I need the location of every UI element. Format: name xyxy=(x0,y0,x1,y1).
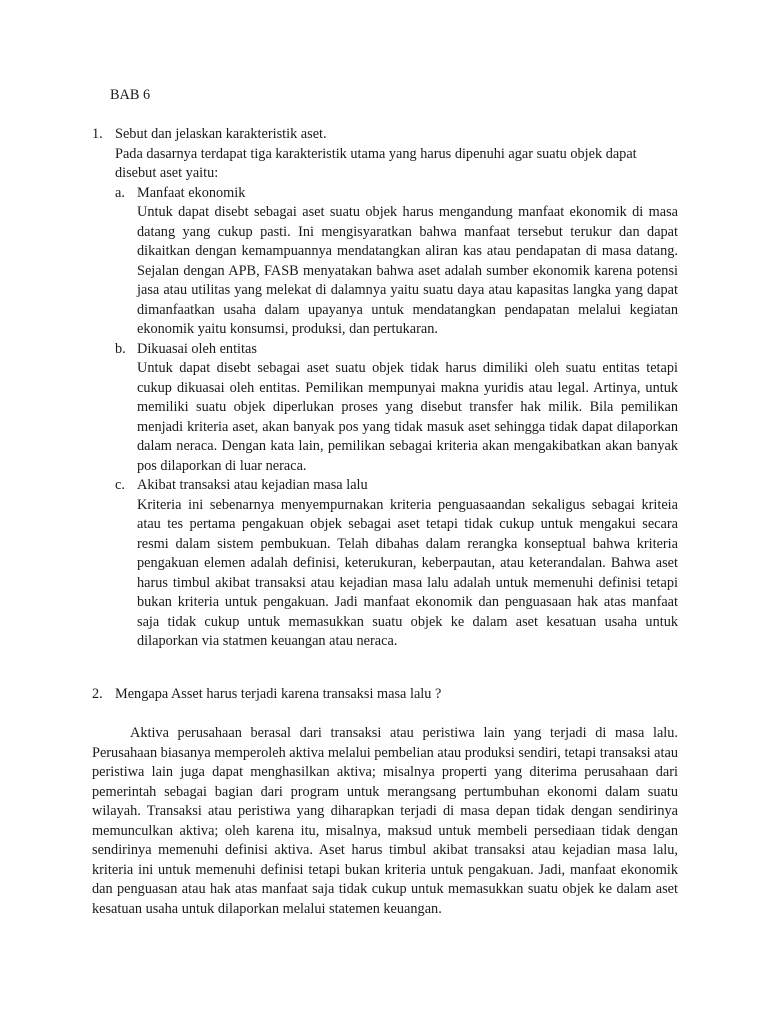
item-c-title: Akibat transaksi atau kejadian masa lalu xyxy=(137,477,368,493)
item-b-title: Dikuasai oleh entitas xyxy=(137,340,257,357)
question-1-number: 1. xyxy=(92,126,103,142)
question-1-block xyxy=(92,125,678,652)
question-2-number: 2. xyxy=(92,686,103,702)
item-a-letter: a. xyxy=(115,184,125,201)
characteristic-item-b xyxy=(115,340,678,477)
question-1-text: Sebut dan jelaskan karakteristik aset. xyxy=(115,126,327,142)
item-a-body: Untuk dapat disebt sebagai aset suatu objek harus mengandung manfaat ekonomik di masa datang yang cukup pasti. Ini mengisyaratkan bahwa manfaat tersebut terukur dan dapat dikaitkan dengan kemampuannya mendatangkan aliran kas atau pendapatan di masa datang. Sejalan dengan APB, FASB menyatakan bahwa aset adalah sumber ekonomik karena potensi jasa atau utilitas yang melekat di dalamnya yaitu suatu daya atau kapasitas langka yang dapat dimanfaatkan usaha dalam upayanya untuk mendatangkan pendapatan melalui kegiatan ekonomik yaitu konsumsi, produksi, dan pertukaran. xyxy=(137,204,678,337)
characteristic-item-c xyxy=(115,476,678,652)
question-1-intro: Pada dasarnya terdapat tiga karakteristik utama yang harus dipenuhi agar suatu objek dapat disebut aset yaitu: xyxy=(115,145,637,181)
item-a-title: Manfaat ekonomik xyxy=(137,184,246,201)
question-2-text: Mengapa Asset harus terjadi karena transaksi masa lalu ? xyxy=(115,686,442,702)
item-c-letter: c. xyxy=(115,477,125,493)
chapter-heading: BAB 6 xyxy=(110,87,151,103)
item-b-body: Untuk dapat disebt sebagai aset suatu objek tidak harus dimiliki oleh suatu entitas tetapi cukup dikuasai oleh entitas. Pemilikan mempunyai makna yuridis atau legal. Artinya, untuk memiliki suatu objek diperlukan proses yang disebut transfer hak milik. Bila pemilikan menjadi kriteria aset, akan banyak pos yang tidak masuk aset sehingga tidak dapat dilaporkan dalam neraca. Dengan kata lain, pemilikan sebagai kriteria akan mengakibatkan akan banyak pos dilaporkan di luar neraca. xyxy=(137,360,678,474)
question-2-block xyxy=(92,685,678,705)
item-b-letter: b. xyxy=(115,340,126,357)
item-c-body: Kriteria ini sebenarnya menyempurnakan kriteria penguasaandan sekaligus sebagai kriteia atau tes pertama pengakuan objek sebagai aset tetapi tidak cukup untuk mengakui secara resmi dalam sistem pembukuan. Telah dibahas dalam rerangka konseptual bahwa kriteria pengakuan elemen adalah definisi, keterukuran, keberpautan, atau keterandalan. Bahwa aset harus timbul akibat transaksi atau kejadian masa lalu adalah untuk memenuhi definisi tetapi bukan kriteria untuk pengakuan. Jadi manfaat ekonomik dan penguasaan hak atas manfaat saja tidak cukup untuk memasukkan suatu objek ke dalam aset kesatuan usaha untuk dilaporkan via statmen keuangan atau neraca. xyxy=(137,496,678,649)
answer-paragraph: Aktiva perusahaan berasal dari transaksi atau peristiwa lain yang terjadi di masa lalu. Perusahaan biasanya memperoleh aktiva melalui pembelian atau produksi sendiri, tetapi transaksi atau peristiwa lain juga dapat menghasilkan aktiva; misalnya properti yang diterima perusahaan dari pemerintah sebagai bagian dari program untuk merangsang pertumbuhan ekonomi dalam suatu wilayah. Transaksi atau peristiwa yang diharapkan terjadi di masa depan tidak dengan sendirinya memunculkan aktiva; oleh karena itu, misalnya, maksud untuk membeli persediaan tidak dengan sendirinya memenuhi definisi aktiva. Aset harus timbul akibat transaksi atau kejadian masa lalu, kriteria ini untuk memenuhi definisi tetapi bukan kriteria untuk pengakuan. Jadi, manfaat ekonomik dan penguasan atau hak atas manfaat saja tidak cukup untuk memasukkan suatu objek ke dalam aset kesatuan usaha untuk dilaporkan melalui statemen keuangan. xyxy=(92,725,678,917)
characteristic-item-a xyxy=(115,184,678,340)
